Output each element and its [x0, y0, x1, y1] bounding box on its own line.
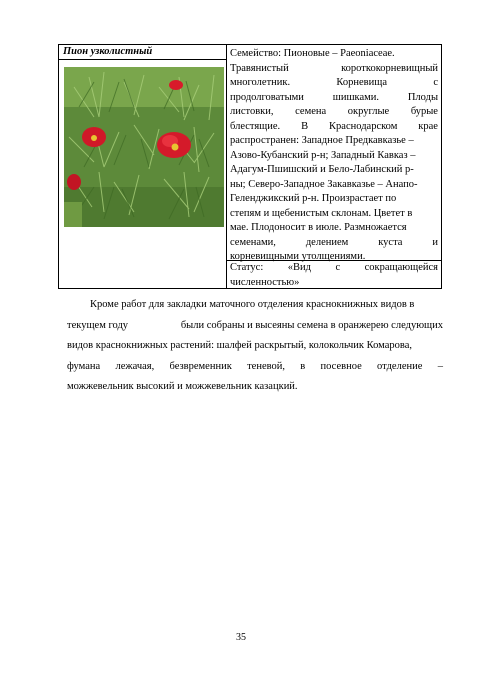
body-paragraph: [67, 295, 443, 398]
species-status: [230, 261, 438, 290]
description-word: крае: [418, 120, 438, 132]
description-line: [230, 149, 438, 164]
description-line: [230, 207, 438, 222]
page-number: 35: [236, 632, 246, 643]
description-word: семена: [295, 106, 327, 117]
species-table: [58, 44, 442, 289]
description-word: В: [301, 120, 309, 132]
paragraph-line: [67, 295, 443, 316]
paragraph-line: [67, 336, 443, 357]
paragraph-text: в: [300, 360, 306, 372]
paragraph-text: теневой,: [247, 360, 286, 372]
paragraph-text: видов краснокнижных растений: шалфей раскрытый, колокольчик Комарова,: [67, 340, 413, 351]
description-word: Азово-Кубанский р-н; Западный Кавказ –: [230, 149, 416, 161]
description-line: [230, 62, 438, 77]
status-word: с: [335, 262, 341, 273]
description-line: [230, 105, 438, 120]
paragraph-text: лежачая,: [115, 360, 155, 372]
status-word: Статус:: [230, 262, 264, 273]
description-word: степям и щебенистым склонам. Цветет в: [230, 207, 413, 219]
description-line: [230, 192, 438, 207]
description-line: [230, 163, 438, 178]
status-line: [230, 261, 438, 276]
paragraph-text: можжевельник высокий и можжевельник казацкий.: [67, 381, 298, 392]
status-word: численностью»: [230, 276, 300, 288]
description-word: Краснодарском: [329, 120, 398, 132]
description-word: шишками.: [332, 91, 380, 103]
description-word: Семейство: Пионовые – Paeoniaceae.: [230, 48, 395, 59]
description-word: Корневища: [336, 77, 388, 88]
status-line: [230, 276, 438, 291]
paragraph-text: Кроме работ для закладки маточного отделения краснокнижных видов в: [90, 299, 415, 310]
description-word: мае. Плодоносит в июле. Размножается: [230, 222, 407, 233]
paragraph-text: посевное: [320, 360, 362, 372]
description-line: [230, 76, 438, 91]
peony-photo-image: [64, 67, 224, 227]
status-word: сокращающейся: [364, 262, 438, 273]
description-line: [230, 134, 438, 149]
description-word: Геленджикский р-н. Произрастает по: [230, 193, 397, 204]
description-word: ны; Северо-Западное Закавказье – Анапо-: [230, 178, 418, 190]
paragraph-text: фумана: [67, 360, 101, 372]
description-line: [230, 120, 438, 135]
description-word: короткокорневищный: [341, 62, 438, 74]
paragraph-text: безвременник: [169, 360, 232, 372]
description-word: Адагум-Пшишский и Бело-Лабинский р-: [230, 164, 414, 175]
species-name: Пион узколистный: [63, 46, 153, 57]
description-word: бурые: [410, 106, 438, 117]
description-word: блестящие.: [230, 120, 281, 132]
description-word: листовки,: [230, 106, 274, 117]
paragraph-text: отделение: [377, 360, 423, 372]
description-word: куста: [378, 236, 403, 248]
status-word: «Вид: [287, 262, 311, 273]
paragraph-line: [67, 316, 443, 337]
table-column-divider: [226, 45, 227, 288]
description-word: распространен: Западное Предкавказье –: [230, 135, 414, 146]
description-word: многолетник.: [230, 77, 291, 88]
paragraph-line: [67, 377, 443, 398]
description-word: продолговатыми: [230, 91, 304, 103]
description-line: [230, 236, 438, 251]
paragraph-text: текущем году: [67, 319, 129, 331]
description-word: делением: [305, 236, 349, 248]
description-word: корневищными утолщениями.: [230, 251, 366, 262]
description-word: Травянистый: [230, 62, 289, 74]
paragraph-text: были собраны и высеяны семена в оранжерею следующих: [180, 319, 443, 331]
description-line: [230, 91, 438, 106]
description-word: округлые: [347, 106, 390, 117]
peony-photo: [64, 67, 224, 227]
description-word: и: [432, 236, 438, 248]
description-line: [230, 221, 438, 236]
description-line: [230, 178, 438, 193]
description-line: [230, 47, 438, 62]
species-description: [230, 47, 438, 265]
description-word: семенами,: [230, 236, 276, 248]
paragraph-text: –: [437, 360, 443, 372]
description-word: Плоды: [407, 91, 438, 103]
description-word: с: [433, 77, 438, 88]
table-row-divider: [59, 59, 226, 60]
paragraph-line: [67, 357, 443, 378]
